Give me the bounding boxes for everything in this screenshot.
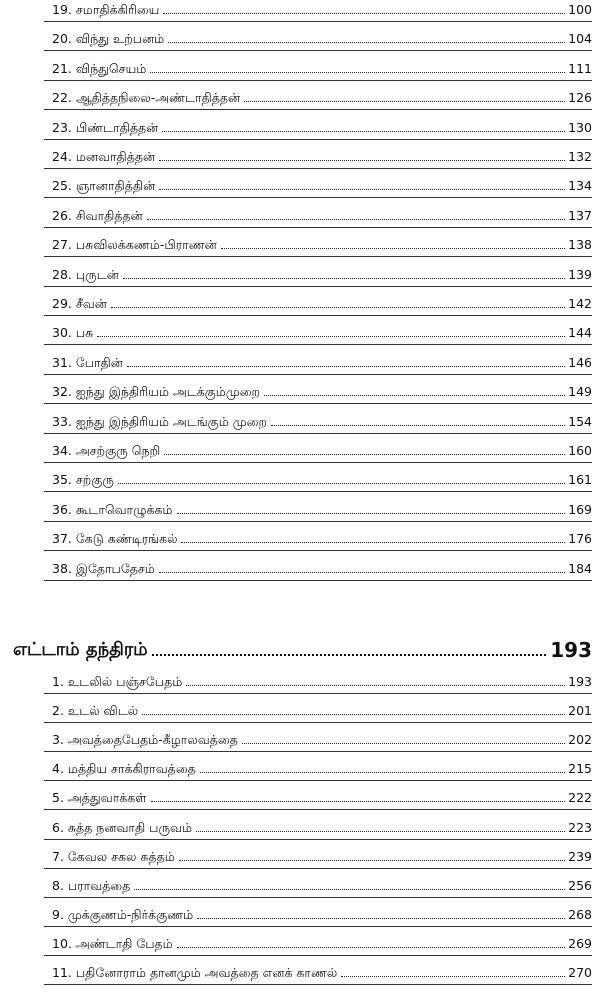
toc-entry-label: 26. சிவாதித்தன் — [52, 207, 143, 223]
toc-entry-label: 33. ஐந்து இந்திரியம் அடங்கும் முறை — [52, 413, 267, 429]
toc-entry-page-number: 134 — [568, 178, 592, 194]
dot-leader — [221, 248, 565, 249]
toc-entry-page-number: 160 — [568, 443, 592, 458]
toc-entry-page-number: 201 — [568, 703, 592, 719]
toc-entry-label: 5. அத்துவாக்கள் — [52, 790, 147, 806]
toc-entry-page-number: 149 — [568, 384, 592, 400]
toc-entry-page-number: 270 — [568, 965, 592, 980]
toc-entry-label: 22. ஆதித்தநிலை-அண்டாதித்தன் — [52, 90, 241, 106]
row-rule — [44, 580, 592, 581]
toc-entry-label: 11. பதினோராம் தானமும் அவத்தை எனக் காணல் — [52, 965, 338, 980]
dot-leader — [118, 483, 565, 484]
toc-entry-page-number: 268 — [568, 906, 592, 922]
dot-leader — [147, 219, 565, 220]
dot-leader — [181, 542, 565, 543]
toc-entry — [52, 959, 592, 981]
dot-leader — [162, 131, 565, 132]
dot-leader — [134, 889, 565, 890]
toc-entry-label: 27. பசுவிலக்கணம்-பிராணன் — [52, 237, 217, 253]
row-rule — [44, 550, 592, 551]
dot-leader — [97, 336, 565, 337]
toc-entry — [52, 872, 592, 894]
row-rule — [44, 315, 592, 316]
dot-leader — [242, 743, 565, 744]
toc-entry — [52, 668, 592, 690]
toc-entry-page-number: 154 — [568, 413, 592, 429]
toc-entry — [52, 555, 592, 577]
toc-entry-label: 38. இதோபதேசம் — [52, 560, 155, 576]
toc-entry-label: 34. அசற்குரு நெறி — [52, 443, 161, 458]
toc-entry — [52, 901, 592, 923]
toc-entry-label: 37. கேடு கண்டிரங்கல் — [52, 531, 178, 547]
toc-entry-label: 25. ஞானாதித்தின் — [52, 178, 156, 194]
toc-entry-page-number: 100 — [568, 2, 592, 17]
toc-entry-page-number: 222 — [568, 790, 592, 806]
dot-leader — [111, 307, 565, 308]
toc-entry-page-number: 269 — [568, 935, 592, 951]
row-rule — [44, 168, 592, 169]
toc-entry-page-number: 139 — [568, 266, 592, 282]
toc-entry — [52, 466, 592, 488]
toc-entry-page-number: 176 — [568, 531, 592, 547]
row-rule — [44, 344, 592, 345]
row-rule — [44, 80, 592, 81]
dot-leader — [200, 772, 565, 773]
toc-entry-page-number: 144 — [568, 325, 592, 341]
row-rule — [44, 227, 592, 228]
toc-entry-label: 29. சீவன் — [52, 296, 107, 311]
toc-entry-label: 8. பராவத்தை — [52, 877, 131, 893]
toc-entry — [52, 143, 592, 165]
row-rule — [44, 50, 592, 51]
row-rule — [44, 21, 592, 22]
section-title: எட்டாம் தந்திரம் — [13, 639, 148, 660]
toc-entry-label: 32. ஐந்து இந்திரியம் அடக்கும்முறை — [52, 384, 261, 400]
toc-entry-label: 35. சற்குரு — [52, 472, 114, 488]
toc-entry-label: 20. விந்து உற்பனம் — [52, 31, 165, 47]
row-rule — [44, 374, 592, 375]
dot-leader — [179, 860, 565, 861]
toc-entry-page-number: 215 — [568, 761, 592, 777]
dot-leader — [151, 801, 566, 802]
dot-leader — [159, 160, 565, 161]
row-rule — [44, 984, 592, 985]
row-rule — [44, 139, 592, 140]
toc-entry-label: 1. உடலில் பஞ்சபேதம் — [52, 674, 183, 689]
row-rule — [44, 868, 592, 869]
dot-leader — [164, 454, 565, 455]
dot-leader — [127, 366, 565, 367]
dot-leader — [341, 976, 565, 977]
dot-leader — [197, 918, 565, 919]
toc-entry-label: 23. பிண்டாதித்தன் — [52, 119, 159, 135]
row-rule — [44, 897, 592, 898]
row-rule — [44, 462, 592, 463]
dot-leader — [186, 685, 565, 686]
row-rule — [44, 491, 592, 492]
dot-leader — [177, 513, 566, 514]
toc-entry — [52, 408, 592, 430]
row-rule — [44, 955, 592, 956]
toc-entry — [52, 114, 592, 136]
toc-entry-page-number: 169 — [568, 501, 592, 517]
dot-leader — [123, 278, 565, 279]
toc-entry-page-number: 137 — [568, 207, 592, 223]
toc-entry-page-number: 126 — [568, 90, 592, 106]
row-rule — [44, 433, 592, 434]
dot-leader — [152, 654, 547, 656]
row-rule — [44, 693, 592, 694]
toc-entry-page-number: 256 — [568, 877, 592, 893]
dot-leader — [163, 13, 565, 14]
row-rule — [44, 926, 592, 927]
toc-entry-page-number: 111 — [568, 60, 592, 76]
toc-entry-page-number: 223 — [568, 819, 592, 835]
toc-entry-page-number: 132 — [568, 149, 592, 164]
dot-leader — [264, 395, 565, 396]
toc-entry — [52, 697, 592, 719]
row-rule — [44, 109, 592, 110]
toc-entry — [52, 525, 592, 547]
toc-entry — [52, 319, 592, 341]
toc-entry — [52, 0, 592, 18]
dot-leader — [244, 101, 565, 102]
toc-entry-label: 2. உடல் விடல் — [52, 703, 139, 719]
dot-leader — [177, 947, 565, 948]
toc-entry-page-number: 193 — [568, 674, 592, 689]
dot-leader — [142, 714, 565, 715]
toc-entry — [52, 261, 592, 283]
toc-entry-label: 24. மனவாதித்தன் — [52, 149, 156, 164]
toc-entry-page-number: 138 — [568, 237, 592, 253]
row-rule — [44, 521, 592, 522]
row-rule — [44, 751, 592, 752]
toc-entry-page-number: 202 — [568, 732, 592, 748]
toc-entry — [52, 378, 592, 400]
row-rule — [44, 197, 592, 198]
toc-entry — [52, 290, 592, 312]
toc-entry-label: 9. முக்குணம்-நிர்க்குணம் — [52, 906, 194, 922]
section-heading — [13, 633, 592, 661]
row-rule — [44, 286, 592, 287]
toc-entry-page-number: 130 — [568, 119, 592, 135]
toc-entry — [52, 55, 592, 77]
toc-entry-label: 21. விந்துசெயம் — [52, 60, 147, 76]
toc-entry-page-number: 184 — [568, 560, 592, 576]
row-rule — [44, 780, 592, 781]
toc-entry-label: 19. சமாதிக்கிரியை — [52, 2, 160, 17]
section-page-number: 193 — [550, 638, 592, 662]
toc-entry — [52, 437, 592, 459]
toc-entry-label: 28. புருடன் — [52, 266, 119, 282]
row-rule — [44, 839, 592, 840]
toc-entry-page-number: 161 — [568, 472, 592, 488]
dot-leader — [150, 72, 565, 73]
toc-entry-label: 30. பசு — [52, 325, 94, 341]
toc-entry-label: 10. அண்டாதி பேதம் — [52, 935, 173, 951]
toc-entry-page-number: 142 — [568, 296, 592, 311]
toc-entry-label: 6. சுத்த நனவாதி பருவம் — [52, 819, 193, 835]
toc-entry — [52, 25, 592, 47]
row-rule — [44, 722, 592, 723]
dot-leader — [159, 189, 565, 190]
dot-leader — [271, 425, 565, 426]
toc-entry — [52, 231, 592, 253]
row-rule — [44, 809, 592, 810]
dot-leader — [196, 831, 565, 832]
toc-entry — [52, 843, 592, 865]
toc-entry-label: 31. போதின் — [52, 354, 123, 370]
toc-entry-page-number: 239 — [568, 848, 592, 864]
toc-entry-label: 7. கேவல சகல சுத்தம் — [52, 848, 175, 864]
toc-entry-label: 4. மத்திய சாக்கிராவத்தை — [52, 761, 196, 777]
row-rule — [44, 256, 592, 257]
dot-leader — [168, 42, 565, 43]
toc-entry-page-number: 104 — [568, 31, 592, 47]
toc-entry-label: 3. அவத்தைபேதம்-கீழாலவத்தை — [52, 732, 238, 748]
toc-entry — [52, 496, 592, 518]
toc-entry — [52, 814, 592, 836]
toc-entry — [52, 172, 592, 194]
toc-entry — [52, 202, 592, 224]
toc-entry — [52, 84, 592, 106]
toc-entry-label: 36. கூடாவொழுக்கம் — [52, 501, 173, 517]
toc-entry-page-number: 146 — [568, 354, 592, 370]
toc-entry — [52, 726, 592, 748]
toc-entry — [52, 784, 592, 806]
dot-leader — [159, 572, 565, 573]
toc-entry — [52, 349, 592, 371]
toc-entry — [52, 755, 592, 777]
toc-entry — [52, 930, 592, 952]
row-rule — [44, 403, 592, 404]
